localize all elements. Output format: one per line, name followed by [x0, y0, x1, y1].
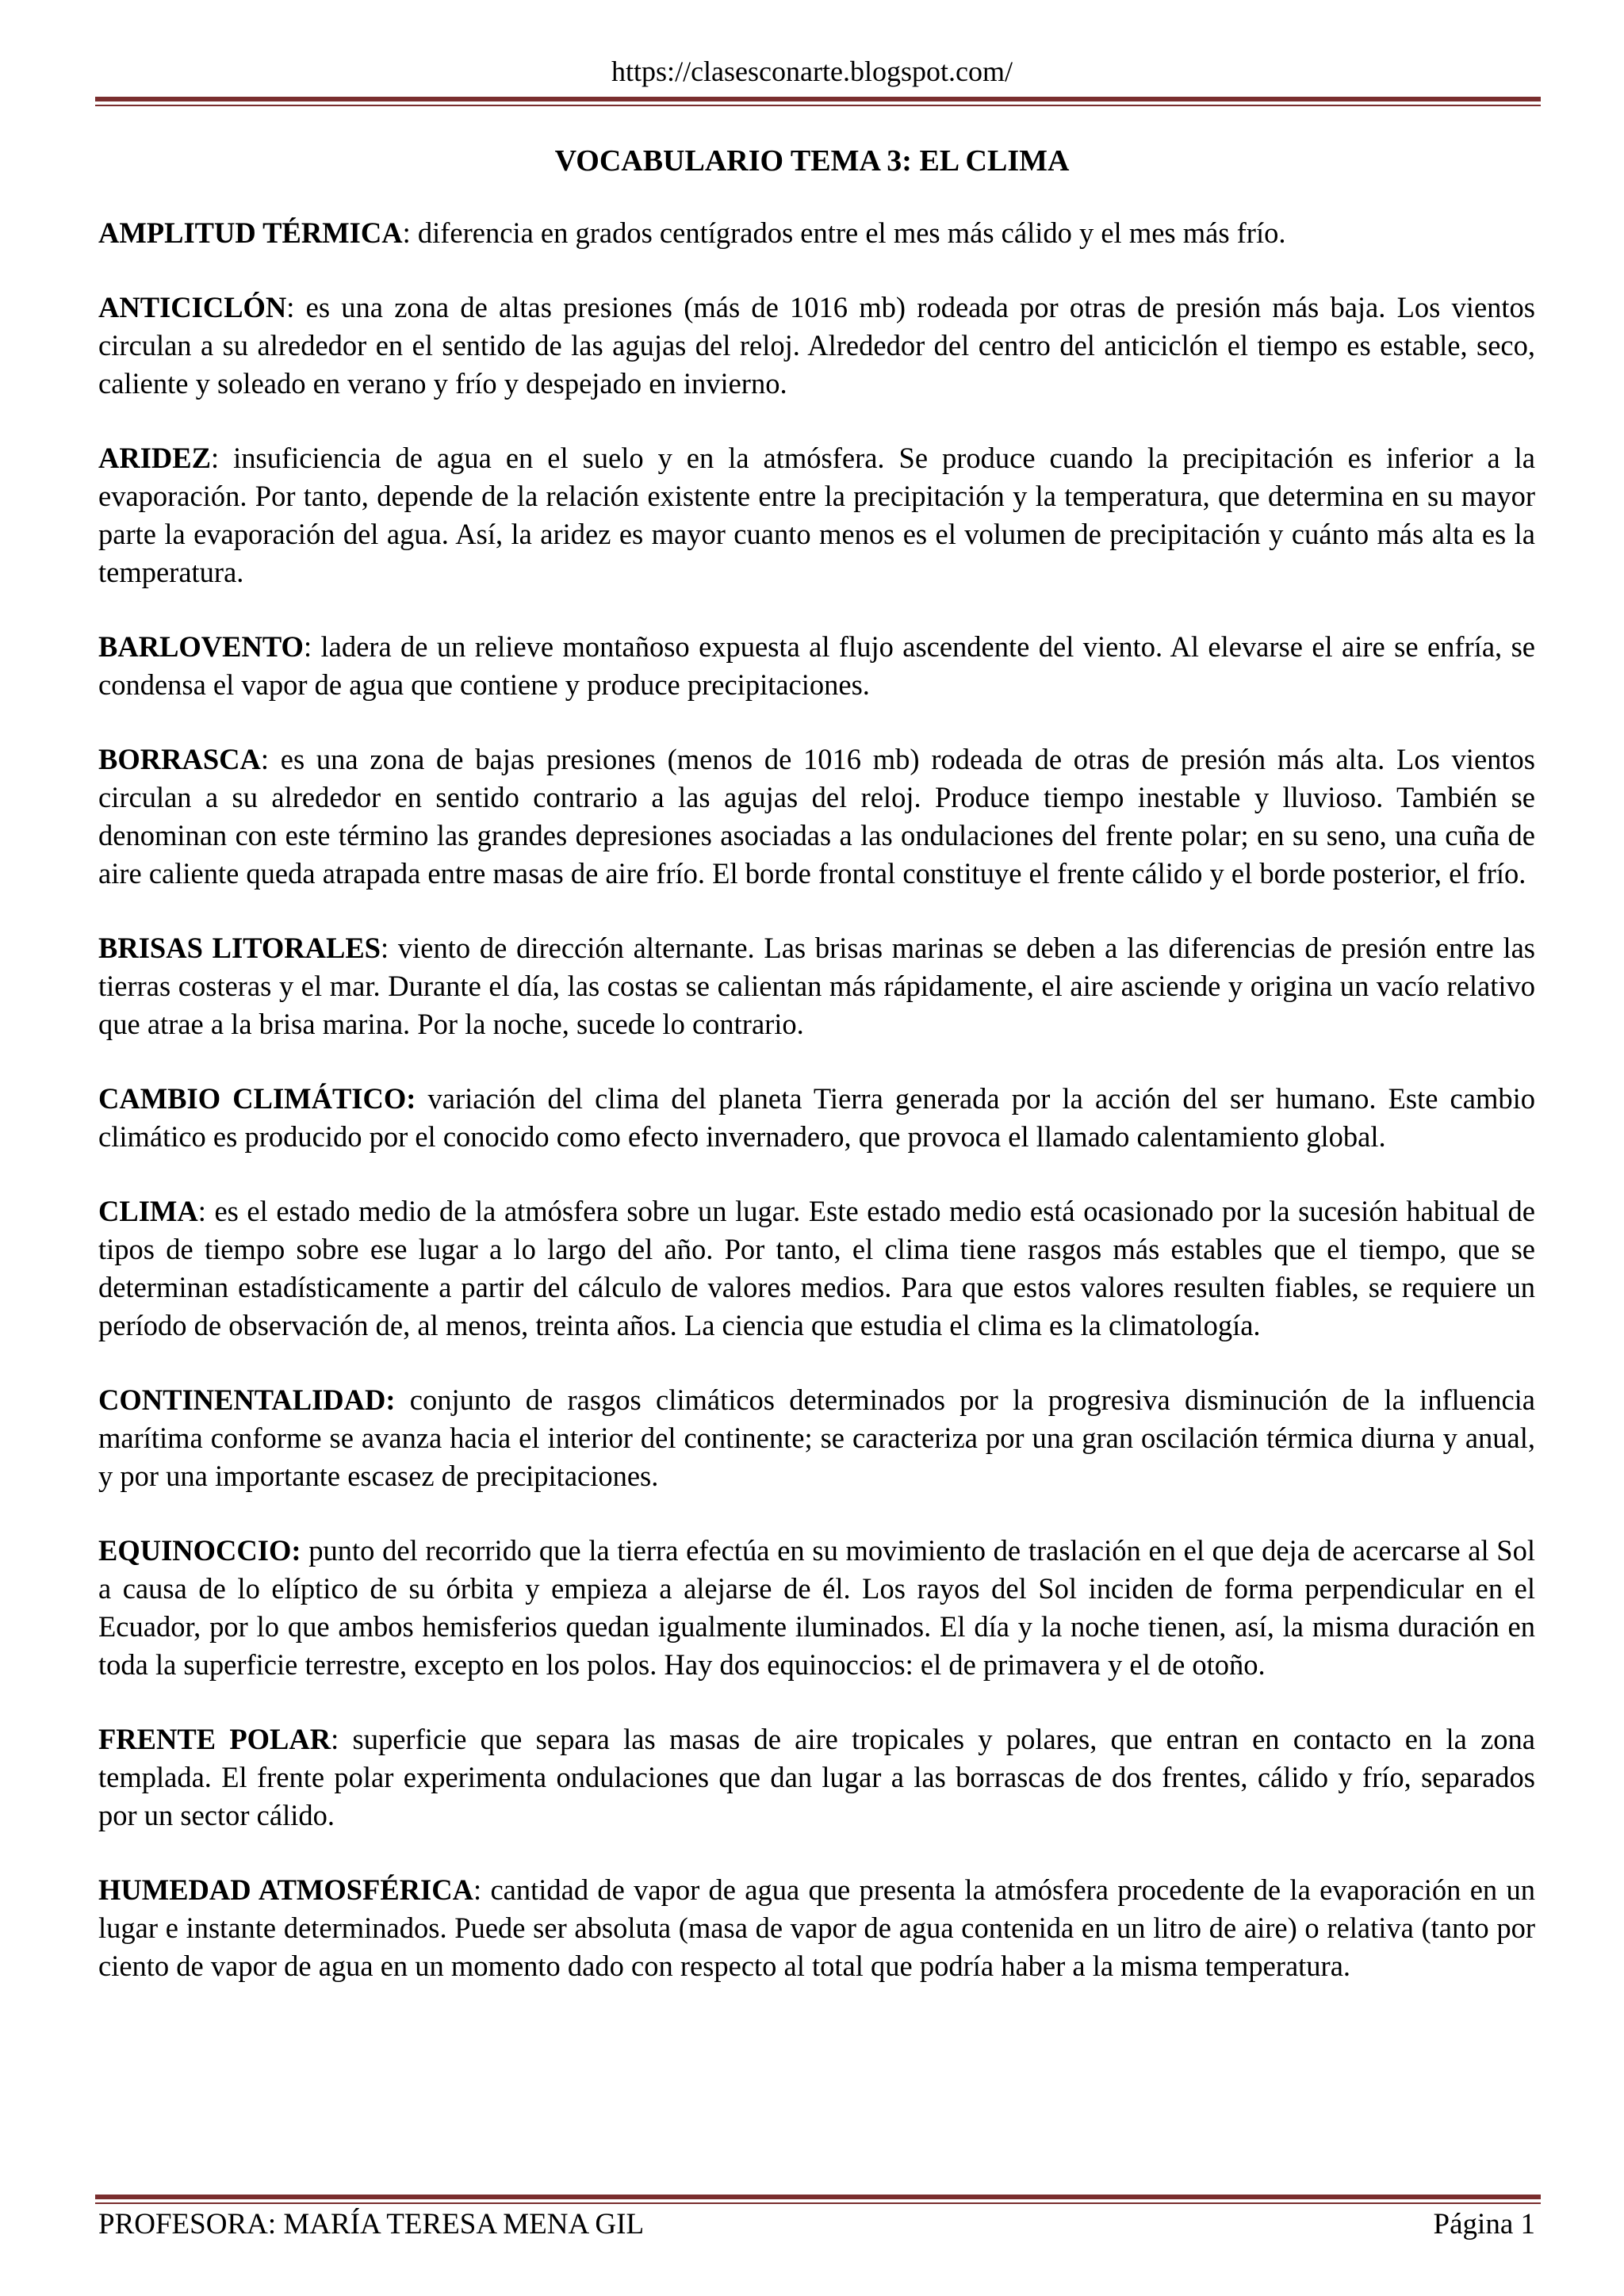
glossary-term: HUMEDAD ATMOSFÉRICA — [98, 1873, 473, 1906]
glossary-term: CONTINENTALIDAD: — [98, 1383, 396, 1416]
glossary-definition: ladera de un relieve montañoso expuesta al flujo ascendente del viento. Al elevarse el aire se enfría, se condensa el vapor de agua que contiene y produce precipitaciones. — [98, 630, 1535, 701]
glossary-entry — [98, 628, 1535, 704]
glossary-definition: conjunto de rasgos climáticos determinados por la progresiva disminución de la influencia marítima conforme se avanza hacia el interior del continente; se caracteriza por una gran oscilación térmica diurna y anual, y por una importante escasez de precipitaciones. — [98, 1383, 1535, 1492]
glossary-term: FRENTE POLAR — [98, 1723, 331, 1755]
term-separator: : — [197, 1195, 206, 1227]
term-separator: : — [331, 1723, 339, 1755]
glossary-term: ANTICICLÓN — [98, 291, 287, 323]
term-separator: : — [380, 932, 389, 964]
header-rule — [95, 97, 1541, 106]
glossary-term: CLIMA — [98, 1195, 198, 1227]
term-separator: : — [286, 291, 295, 323]
page-number: Página 1 — [1433, 2208, 1535, 2241]
glossary-definition: variación del clima del planeta Tierra generada por la acción del ser humano. Este cambio climático es producido por el conocido como efecto invernadero, que provoca el llamado calentamiento global. — [98, 1082, 1535, 1153]
footer-author: PROFESORA: MARÍA TERESA MENA GIL — [98, 2208, 645, 2241]
glossary-term: EQUINOCCIO: — [98, 1534, 301, 1567]
glossary-entry — [98, 1720, 1535, 1835]
glossary-term: AMPLITUD TÉRMICA — [98, 216, 403, 249]
glossary-entry — [98, 740, 1535, 893]
page-footer — [98, 2207, 1535, 2242]
glossary-definition: es una zona de bajas presiones (menos de 1016 mb) rodeada de otras de presión más alta. Los vientos circulan a su alrededor en sentido contrario a las agujas del reloj. Produce tiempo inestable y lluvioso. También se denominan con este término las grandes depresiones asociadas a las ondulaciones del frente polar; en su seno, una cuña de aire caliente queda atrapada entre masas de aire frío. El borde frontal constituye el frente cálido y el borde posterior, el frío. — [98, 743, 1535, 890]
glossary-list — [98, 214, 1535, 2022]
term-separator: : — [303, 630, 312, 663]
glossary-definition: insuficiencia de agua en el suelo y en la atmósfera. Se produce cuando la precipitación es inferior a la evaporación. Por tanto, depende de la relación existente entre la precipitación y la temperatura, que determina en su mayor parte la evaporación del agua. Así, la aridez es mayor cuanto menos es el volumen de precipitación y cuánto más alta es la temperatura. — [98, 442, 1535, 588]
glossary-definition: superficie que separa las masas de aire tropicales y polares, que entran en contacto en la zona templada. El frente polar experimenta ondulaciones que dan lugar a las borrascas de dos frentes, cálido y frío, separados por un sector cálido. — [98, 1723, 1535, 1831]
term-separator: : — [260, 743, 269, 775]
glossary-entry — [98, 289, 1535, 403]
glossary-definition: diferencia en grados centígrados entre el mes más cálido y el mes más frío. — [410, 216, 1286, 249]
glossary-term: BARLOVENTO — [98, 630, 304, 663]
glossary-term: BRISAS LITORALES — [98, 932, 381, 964]
header-url: https://clasesconarte.blogspot.com/ — [611, 55, 1013, 87]
glossary-entry — [98, 1192, 1535, 1345]
glossary-definition: punto del recorrido que la tierra efectúa en su movimiento de traslación en el que deja de acercarse al Sol a causa de lo elíptico de su órbita y empieza a alejarse de él. Los rayos del Sol inciden de forma perpendicular en el Ecuador, por lo que ambos hemisferios quedan igualmente iluminados. El día y la noche tienen, así, la misma duración en toda la superficie terrestre, excepto en los polos. Hay dos equinoccios: el de primavera y el de otoño. — [98, 1534, 1535, 1681]
glossary-entry — [98, 214, 1535, 252]
glossary-entry — [98, 439, 1535, 591]
glossary-entry — [98, 929, 1535, 1043]
glossary-entry — [98, 1381, 1535, 1495]
glossary-definition: es el estado medio de la atmósfera sobre un lugar. Este estado medio está ocasionado por la sucesión habitual de tipos de tiempo sobre ese lugar a lo largo del año. Por tanto, el clima tiene rasgos más estables que el tiempo, que se determinan estadísticamente a partir del cálculo de valores medios. Para que estos valores resulten fiables, se requiere un período de observación de, al menos, treinta años. La ciencia que estudia el clima es la climatología. — [98, 1195, 1535, 1341]
footer-rule — [95, 2195, 1541, 2204]
glossary-definition: cantidad de vapor de agua que presenta la atmósfera procedente de la evaporación en un lugar e instante determinados. Puede ser absoluta (masa de vapor de agua contenida en un litro de aire) o relativa (tanto por ciento de vapor de agua en un momento dado con respecto al total que podría haber a la misma temperatura. — [98, 1873, 1535, 1982]
glossary-entry — [98, 1532, 1535, 1684]
glossary-entry — [98, 1080, 1535, 1156]
term-separator: : — [210, 442, 220, 474]
term-separator: : — [402, 216, 411, 249]
term-separator: : — [473, 1873, 482, 1906]
glossary-term: ARIDEZ — [98, 442, 211, 474]
glossary-term: CAMBIO CLIMÁTICO: — [98, 1082, 416, 1115]
glossary-definition: viento de dirección alternante. Las brisas marinas se deben a las diferencias de presión entre las tierras costeras y el mar. Durante el día, las costas se calientan más rápidamente, el aire asciende y origina un vacío relativo que atrae a la brisa marina. Por la noche, sucede lo contrario. — [98, 932, 1535, 1040]
document-title: VOCABULARIO TEMA 3: EL CLIMA — [554, 144, 1070, 178]
glossary-entry — [98, 1871, 1535, 1985]
glossary-term: BORRASCA — [98, 743, 261, 775]
glossary-definition: es una zona de altas presiones (más de 1016 mb) rodeada por otras de presión más baja. Los vientos circulan a su alrededor en el sentido de las agujas del reloj. Alrededor del centro del anticiclón el tiempo es estable, seco, caliente y soleado en verano y frío y despejado en invierno. — [98, 291, 1535, 400]
